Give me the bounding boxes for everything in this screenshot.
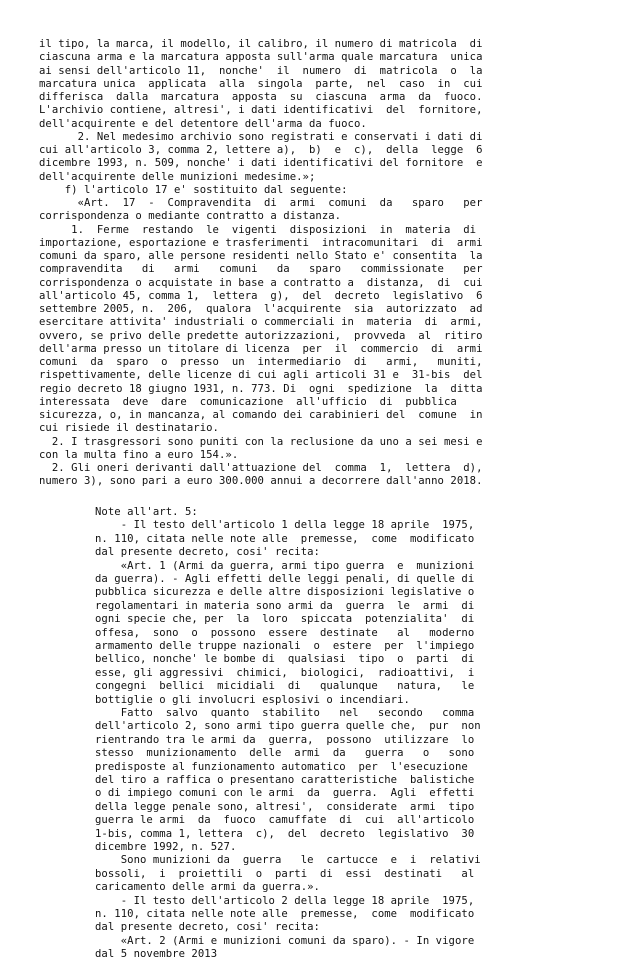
main-text-line: ciascuna arma e la marcatura apposta sull'arma quale marcatura unica (39, 51, 483, 64)
main-text-line: ai sensi dell'articolo 11, nonche' il numero di matricola o la (39, 64, 483, 77)
main-text-line: con la multa fino a euro 154.». (39, 448, 239, 461)
note-text-line: caricamento delle armi da guerra.». (95, 881, 320, 894)
main-text-line: 2. I trasgressori sono puniti con la reclusione da uno a sei mesi e (39, 435, 483, 448)
main-text-line: numero 3), sono pari a euro 300.000 annui a decorrere dall'anno 2018. (39, 475, 483, 488)
note-text-line: Fatto salvo quanto stabilito nel secondo comma (95, 707, 475, 719)
main-text-line: dicembre 1993, n. 509, nonche' i dati identificativi del fornitore e (39, 157, 483, 170)
main-text-line: L'archivio contiene, altresi', i dati identificativi del fornitore, (39, 104, 483, 117)
note-text-line: bellico, nonche' le bombe di qualsiasi tipo o parti di (95, 653, 475, 666)
main-text-line: 1. Ferme restando le vigenti disposizioni in materia di (39, 223, 477, 236)
main-text-line: cui all'articolo 3, comma 2, lettere a), b) e c), della legge 6 (39, 144, 483, 156)
main-text-line: importazione, esportazione e trasferimenti intracomunitari di armi (39, 236, 483, 249)
note-text-line: dicembre 1992, n. 527. (95, 841, 237, 853)
main-text-line: corrispondenza o mediante contratto a distanza. (39, 210, 342, 223)
note-text-line: della legge penale sono, altresi', considerate armi tipo (95, 800, 475, 813)
main-text-line: f) l'articolo 17 e' sostituito dal seguente: (39, 183, 348, 196)
main-text-line: interessata deve dare comunicazione all'ufficio di pubblica (39, 395, 457, 408)
main-text-line: esercitare attivita' industriali o commerciali in materia di armi, (39, 316, 483, 329)
note-text-line: 1-bis, comma 1, lettera c), del decreto legislativo 30 (95, 827, 475, 840)
main-text-line: differisca dalla marcatura apposta su ciascuna arma da fuoco. (39, 91, 483, 103)
note-text-line: guerra le armi da fuoco camuffate di cui all'articolo (95, 814, 475, 827)
note-text-line: bossoli, i proiettili o parti di essi destinati al (95, 867, 475, 880)
main-text-line: corrispondenza o acquistate in base a contratto a distanza, di cui (39, 276, 483, 289)
note-text-line: rientrando tra le armi da guerra, possono utilizzare lo (95, 733, 475, 746)
main-text-line: regio decreto 18 giugno 1931, n. 773. Di ogni spedizione la ditta (39, 382, 483, 395)
main-text-line: ovvero, se privo delle predette autorizzazioni, provveda al ritiro (39, 329, 483, 342)
note-text-line: n. 110, citata nelle note alle premesse, come modificato (95, 532, 475, 545)
note-text-line: dell'articolo 2, sono armi tipo guerra quelle che, pur non (95, 720, 481, 733)
main-text-line: all'articolo 45, comma 1, lettera g), del decreto legislativo 6 (39, 289, 483, 302)
note-text-line: congegni bellici micidiali di qualunque natura, le (95, 680, 475, 693)
main-text-line: cui risiede il destinatario. (39, 422, 219, 435)
main-text-line: compravendita di armi comuni da sparo commissionate per (39, 263, 483, 276)
note-text-line: Note all'art. 5: (95, 506, 198, 518)
note-text-line: armamento delle truppe nazionali o estere per l'impiego (95, 640, 475, 652)
note-text-line: - Il testo dell'articolo 2 della legge 18 aprile 1975, (95, 894, 475, 907)
note-text-line: da guerra). - Agli effetti delle leggi penali, di quelle di (95, 573, 475, 585)
note-text-line: stesso munizionamento delle armi da guerra o sono (95, 747, 475, 760)
main-text-line: 2. Gli oneri derivanti dall'attuazione del comma 1, lettera d), (39, 462, 483, 474)
main-text-line: «Art. 17 - Compravendita di armi comuni da sparo per (39, 197, 483, 209)
main-text-line: comuni da sparo, alle persone residenti nello Stato e' consentita la (39, 250, 483, 262)
note-text-line: offesa, sono o possono essere destinate al moderno (95, 626, 475, 639)
note-text-line: o di impiego comuni con le armi da guerra. Agli effetti (95, 787, 475, 800)
note-text-line: n. 110, citata nelle note alle premesse, come modificato (95, 908, 475, 920)
note-text-line: del tiro a raffica o presentano caratteristiche balistiche (95, 774, 475, 786)
main-text-line: marcatura unica applicata alla singola parte, nel caso in cui (39, 77, 483, 90)
main-text-line: dell'acquirente e del detentore dell'arma da fuoco. (39, 117, 367, 130)
main-text-line: comuni da sparo o presso un intermediario di armi, muniti, (39, 356, 483, 368)
note-text-line: Sono munizioni da guerra le cartucce e i relativi (95, 854, 481, 867)
note-text-line: regolamentari in materia sono armi da guerra le armi di (95, 599, 475, 612)
main-text-line: settembre 2005, n. 206, qualora l'acquirente sia autorizzato ad (39, 303, 483, 315)
note-text-line: ogni specie che, per la loro spiccata potenzialita' di (95, 613, 475, 626)
note-text-line: esse, gli aggressivi chimici, biologici, radioattivi, i (95, 666, 475, 679)
main-text-line: il tipo, la marca, il modello, il calibro, il numero di matricola di (39, 38, 483, 50)
note-text-line: predisposte al funzionamento automatico per l'esecuzione (95, 760, 468, 773)
main-text-line: dell'arma presso un titolare di licenza per il commercio di armi (39, 342, 483, 355)
note-text-line: «Art. 2 (Armi e munizioni comuni da sparo). - In vigore (95, 934, 475, 947)
main-text-line: dell'acquirente delle munizioni medesime.»; (39, 170, 316, 183)
main-text-line: sicurezza, o, in mancanza, al comando dei carabinieri del comune in (39, 409, 483, 421)
note-text-line: dal presente decreto, cosi' recita: (95, 546, 320, 559)
note-text-line: pubblica sicurezza e delle altre disposizioni legislative o (95, 586, 475, 599)
note-text-line: dal 5 novembre 2013 (95, 948, 218, 961)
main-text-line: 2. Nel medesimo archivio sono registrati e conservati i dati di (39, 130, 483, 143)
note-text-line: - Il testo dell'articolo 1 della legge 18 aprile 1975, (95, 519, 475, 532)
main-text-line: rispettivamente, delle licenze di cui agli articoli 31 e 31-bis del (39, 369, 483, 382)
note-text-line: bottiglie o gli involucri esplosivi o incendiari. (95, 693, 410, 706)
note-text-line: «Art. 1 (Armi da guerra, armi tipo guerra e munizioni (95, 559, 475, 572)
note-text-line: dal presente decreto, cosi' recita: (95, 921, 320, 934)
